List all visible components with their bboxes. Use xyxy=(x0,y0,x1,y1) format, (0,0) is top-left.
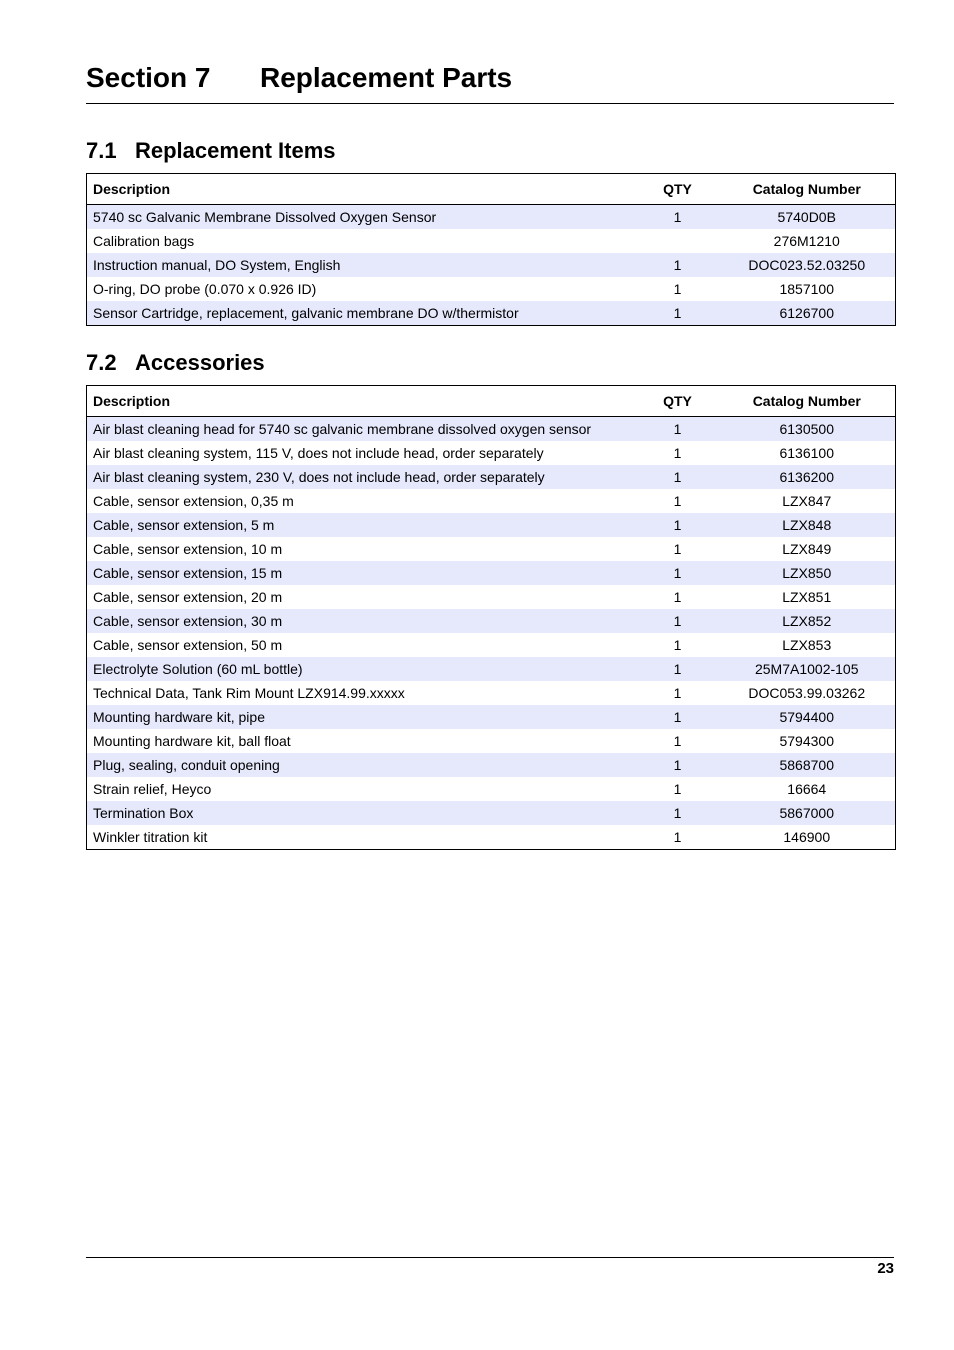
cell-qty: 1 xyxy=(637,205,719,230)
cell-catalog-number: LZX850 xyxy=(719,561,896,585)
cell-catalog-number: 5867000 xyxy=(719,801,896,825)
subsection-number: 7.2 xyxy=(86,350,117,375)
table-row xyxy=(87,705,896,729)
cell-description: Instruction manual, DO System, English xyxy=(87,253,637,277)
cell-description: Cable, sensor extension, 30 m xyxy=(87,609,637,633)
table-row xyxy=(87,417,896,442)
subsection-number: 7.1 xyxy=(86,138,117,163)
cell-description: Plug, sealing, conduit opening xyxy=(87,753,637,777)
table-row xyxy=(87,301,896,326)
cell-qty: 1 xyxy=(673,541,682,557)
cell-qty: 1 xyxy=(637,753,719,777)
cell-qty: 1 xyxy=(673,493,682,509)
table-row xyxy=(87,825,896,850)
cell-description: Cable, sensor extension, 5 m xyxy=(87,513,637,537)
table-row xyxy=(87,465,896,489)
table-row xyxy=(87,777,896,801)
cell-catalog-number: LZX853 xyxy=(782,637,832,653)
page-number: 23 xyxy=(877,1260,894,1277)
cell-qty: 1 xyxy=(637,301,719,326)
cell-catalog-number: LZX848 xyxy=(719,513,896,537)
cell-description: O-ring, DO probe (0.070 x 0.926 ID) xyxy=(93,281,317,297)
cell-catalog-number: LZX851 xyxy=(782,589,832,605)
section-heading xyxy=(86,60,894,104)
cell-catalog-number: LZX847 xyxy=(782,493,832,509)
subsection-heading-replacement-items xyxy=(86,138,894,164)
column-header-catalog-number: Catalog Number xyxy=(719,174,896,205)
cell-qty: 1 xyxy=(673,445,682,461)
table-row xyxy=(87,609,896,633)
cell-catalog-number: DOC023.52.03250 xyxy=(719,253,896,277)
cell-description: Cable, sensor extension, 50 m xyxy=(93,637,283,653)
cell-catalog-number: 6136200 xyxy=(719,465,896,489)
cell-description: Air blast cleaning head for 5740 sc galvanic membrane dissolved oxygen sensor xyxy=(87,417,637,442)
cell-catalog-number: 25M7A1002-105 xyxy=(719,657,896,681)
cell-catalog-number: 5740D0B xyxy=(719,205,896,230)
cell-qty xyxy=(637,229,719,253)
cell-description: Mounting hardware kit, ball float xyxy=(93,733,291,749)
cell-catalog-number: 6130500 xyxy=(719,417,896,442)
cell-description: Electrolyte Solution (60 mL bottle) xyxy=(87,657,637,681)
column-header-description: Description xyxy=(87,174,637,205)
table-row xyxy=(87,205,896,230)
cell-qty: 1 xyxy=(673,781,682,797)
cell-description: Air blast cleaning system, 230 V, does not include head, order separately xyxy=(87,465,637,489)
cell-catalog-number: DOC053.99.03262 xyxy=(748,685,866,701)
cell-qty: 1 xyxy=(637,609,719,633)
cell-catalog-number: 5794300 xyxy=(779,733,834,749)
cell-qty: 1 xyxy=(637,705,719,729)
cell-catalog-number: 276M1210 xyxy=(773,233,840,249)
cell-description: Winkler titration kit xyxy=(93,829,208,845)
cell-description: Mounting hardware kit, pipe xyxy=(87,705,637,729)
cell-qty: 1 xyxy=(673,829,682,845)
table-row xyxy=(87,441,896,465)
table-row xyxy=(87,253,896,277)
cell-catalog-number: 5794400 xyxy=(719,705,896,729)
cell-description: Cable, sensor extension, 15 m xyxy=(87,561,637,585)
table-row xyxy=(87,489,896,513)
column-header-qty: QTY xyxy=(637,174,719,205)
table-row xyxy=(87,729,896,753)
cell-catalog-number: LZX852 xyxy=(719,609,896,633)
cell-description: 5740 sc Galvanic Membrane Dissolved Oxygen Sensor xyxy=(87,205,637,230)
cell-catalog-number: 6126700 xyxy=(719,301,896,326)
cell-qty: 1 xyxy=(673,281,682,297)
table-row xyxy=(87,657,896,681)
cell-qty: 1 xyxy=(637,561,719,585)
cell-description: Cable, sensor extension, 20 m xyxy=(93,589,283,605)
cell-catalog-number: LZX849 xyxy=(782,541,832,557)
table-row xyxy=(87,633,896,657)
section-title: Replacement Parts xyxy=(260,62,513,93)
cell-description: Strain relief, Heyco xyxy=(93,781,212,797)
cell-qty: 1 xyxy=(673,589,682,605)
cell-description: Termination Box xyxy=(87,801,637,825)
cell-catalog-number: 5868700 xyxy=(719,753,896,777)
cell-description: Technical Data, Tank Rim Mount LZX914.99.xxxxx xyxy=(93,685,405,701)
cell-qty: 1 xyxy=(637,465,719,489)
cell-catalog-number: 1857100 xyxy=(779,281,834,297)
cell-qty: 1 xyxy=(637,801,719,825)
cell-catalog-number: 16664 xyxy=(787,781,827,797)
table-row xyxy=(87,753,896,777)
cell-qty: 1 xyxy=(637,417,719,442)
table-row xyxy=(87,681,896,705)
table-header-row xyxy=(87,386,896,417)
cell-description: Air blast cleaning system, 115 V, does not include head, order separately xyxy=(93,445,544,461)
cell-description: Calibration bags xyxy=(93,233,195,249)
section-number: Section 7 xyxy=(86,62,211,93)
cell-description: Sensor Cartridge, replacement, galvanic membrane DO w/thermistor xyxy=(87,301,637,326)
accessories-table xyxy=(86,385,896,850)
cell-qty: 1 xyxy=(673,685,682,701)
table-row xyxy=(87,801,896,825)
cell-catalog-number: 146900 xyxy=(783,829,831,845)
table-header-row xyxy=(87,174,896,205)
cell-qty: 1 xyxy=(637,253,719,277)
column-header-catalog-number: Catalog Number xyxy=(719,386,896,417)
replacement-items-table xyxy=(86,173,896,326)
table-row xyxy=(87,585,896,609)
footer-rule xyxy=(86,1257,894,1258)
table-row xyxy=(87,537,896,561)
subsection-title: Accessories xyxy=(135,350,265,375)
cell-qty: 1 xyxy=(637,657,719,681)
table-row xyxy=(87,229,896,253)
cell-qty: 1 xyxy=(673,733,682,749)
table-row xyxy=(87,277,896,301)
cell-description: Cable, sensor extension, 0,35 m xyxy=(93,493,294,509)
column-header-description: Description xyxy=(87,386,637,417)
subsection-title: Replacement Items xyxy=(135,138,336,163)
cell-qty: 1 xyxy=(673,637,682,653)
cell-catalog-number: 6136100 xyxy=(779,445,834,461)
subsection-heading-accessories xyxy=(86,350,894,376)
table-row xyxy=(87,561,896,585)
cell-qty: 1 xyxy=(637,513,719,537)
column-header-qty: QTY xyxy=(637,386,719,417)
cell-description: Cable, sensor extension, 10 m xyxy=(93,541,283,557)
table-row xyxy=(87,513,896,537)
